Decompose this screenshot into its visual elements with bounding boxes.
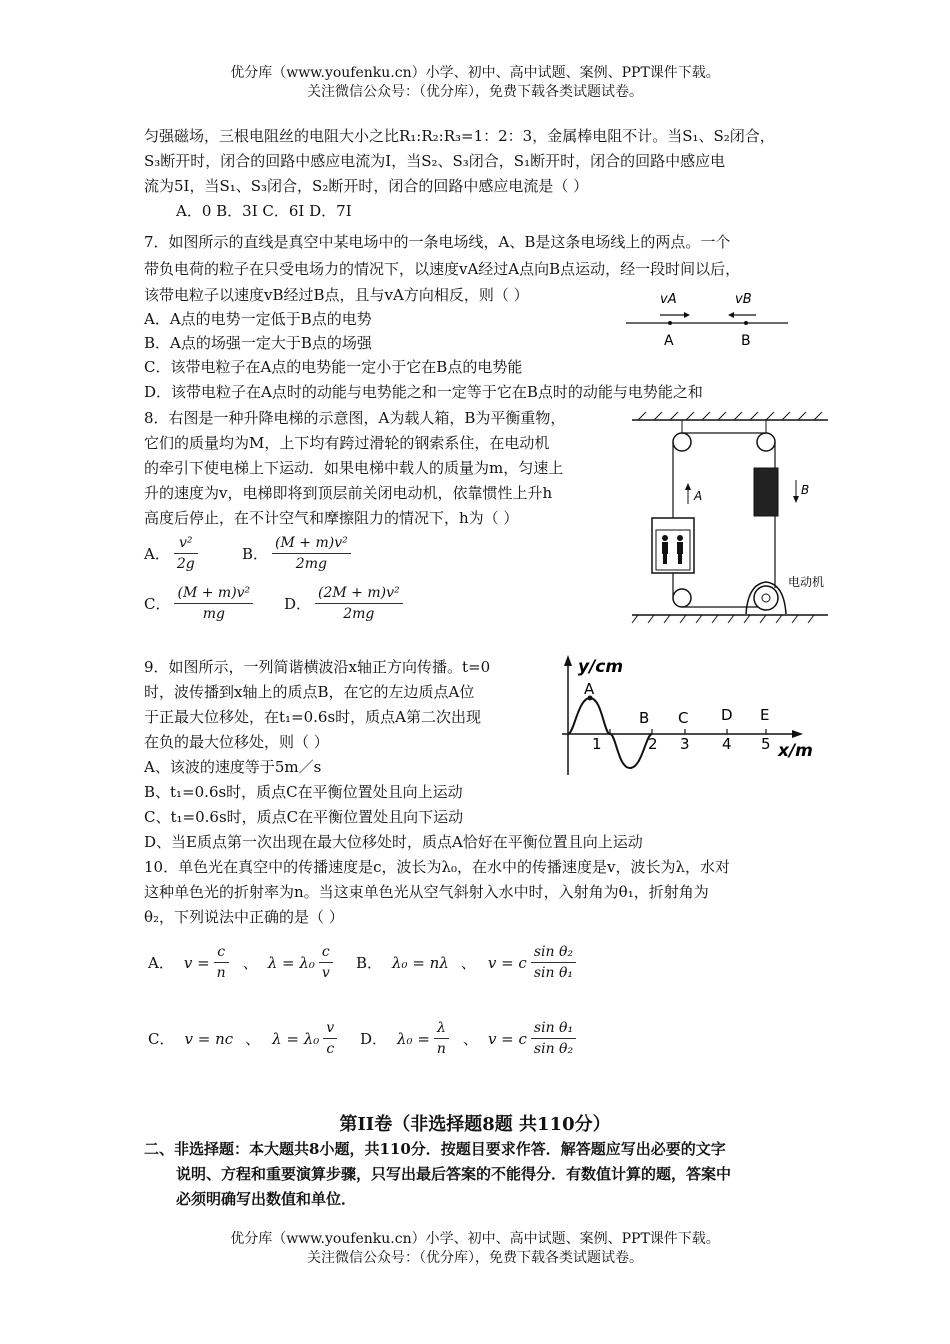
- point-a-label: A: [664, 333, 674, 349]
- point-e: E: [760, 706, 770, 724]
- q10-line-3: θ₂，下列说法中正确的是（ ）: [144, 908, 344, 926]
- x-axis-label: x/m: [778, 741, 813, 761]
- q8-line-3: 的牵引下使电梯上下运动．如果电梯中载人的质量为m，匀速上: [144, 459, 564, 477]
- q8-b-label: B．: [242, 545, 269, 563]
- q6-line-2: S₃断开时，闭合的回路中感应电流为I，当S₂、S₃闭合，S₁断开时，闭合的回路中感应电: [144, 152, 726, 170]
- q10-c-label: C．: [148, 1030, 175, 1048]
- top-pulley-left: [673, 433, 691, 451]
- q8-a-fraction: $\frac{\text{v²}}{2g}$: [174, 533, 198, 574]
- q8-c-fraction: $\frac{\text{(M + m)v²}}{mg}$: [174, 583, 253, 624]
- y-axis-label: y/cm: [578, 657, 624, 677]
- q8-line-4: 升的速度为v，电梯即将到顶层前关闭电动机，依靠惯性上升h: [144, 484, 553, 502]
- q9-line-3: 于正最大位移处，在t₁=0.6s时，质点A第二次出现: [144, 708, 481, 726]
- part2-line-3: 必须明确写出数值和单位．: [176, 1190, 357, 1208]
- q9-option-d: D、当E质点第一次出现在最大位移处时，质点A恰好在平衡位置且向上运动: [144, 833, 643, 851]
- q7-option-a: A．A点的电势一定低于B点的电势: [144, 310, 372, 328]
- q10-a-label: A．: [148, 954, 174, 972]
- q10-d-label: D．: [360, 1030, 388, 1048]
- q9-option-c: C、t₁=0.6s时，质点C在平衡位置处且向下运动: [144, 808, 464, 826]
- bottom-pulley: [673, 589, 691, 607]
- point-a-dot: [668, 321, 672, 325]
- q7-option-b: B．A点的场强一定大于B点的场强: [144, 334, 372, 352]
- top-pulley-right: [757, 433, 775, 451]
- point-b-label: B: [741, 333, 751, 349]
- q8-b-fraction: $\frac{\text{(M + m)v²}}{2mg}$: [272, 533, 351, 574]
- header-line-2: 关注微信公众号：（优分库），免费下载各类试题试卷。: [307, 84, 643, 100]
- q6-line-3: 流为5I，当S₁、S₃闭合，S₂断开时，闭合的回路中感应电流是（ ）: [144, 177, 589, 195]
- q8-line-5: 高度后停止，在不计空气和摩擦阻力的情况下，h为（ ）: [144, 509, 519, 527]
- point-a: A: [584, 680, 595, 698]
- y-axis-arrow: [564, 655, 572, 666]
- q10-option-b: B． λ₀ = nλ 、 v = c $\frac{\text{sin θ₂}}{\text{sin θ₁}}$: [356, 942, 580, 983]
- va-label: vA: [660, 292, 677, 307]
- wave-figure: [556, 650, 818, 778]
- q7-option-c: C．该带电粒子在A点的电势能一定小于它在B点的电势能: [144, 358, 523, 376]
- q8-d-fraction: $\frac{\text{(2M + m)v²}}{2mg}$: [315, 583, 403, 624]
- q8-d-label: D．: [284, 595, 312, 613]
- footer-line-1: 优分库（www.youfenku.cn）小学、初中、高中试题、案例、PPT课件下载。: [230, 1231, 720, 1247]
- tick-5: 5: [761, 735, 771, 753]
- header-line-1: 优分库（www.youfenku.cn）小学、初中、高中试题、案例、PPT课件下载。: [230, 65, 720, 81]
- q9-option-b: B、t₁=0.6s时，质点C在平衡位置处且向上运动: [144, 783, 463, 801]
- footer-line-2: 关注微信公众号：（优分库），免费下载各类试题试卷。: [307, 1250, 643, 1266]
- point-c: C: [678, 709, 689, 727]
- point-b: B: [639, 709, 650, 727]
- q10-line-2: 这种单色光的折射率为n。当这束单色光从空气斜射入水中时，入射角为θ₁，折射角为: [144, 883, 709, 901]
- q6-options: A．0 B．3I C．6I D．7I: [176, 202, 352, 220]
- q7-option-d: D．该带电粒子在A点时的动能与电势能之和一定等于它在B点时的动能与电势能之和: [144, 383, 703, 401]
- part2-title: 第II卷（非选择题8题 共110分）: [339, 1114, 611, 1135]
- counterweight-b: [754, 468, 778, 516]
- point-b-dot: [744, 321, 748, 325]
- q10-option-d: D． λ₀ = $\frac{\lambda}{n}$ 、 v = c $\frac{\text{sin θ₁}}{\text{sin θ₂}}$: [360, 1018, 580, 1059]
- x-axis-arrow: [792, 730, 803, 738]
- part2-line-1: 二、非选择题：本大题共8小题，共110分．按题目要求作答．解答题应写出必要的文字: [144, 1140, 726, 1158]
- q8-line-1: 8．右图是一种升降电梯的示意图，A为载人箱，B为平衡重物，: [144, 409, 566, 427]
- q9-line-4: 在负的最大位移处，则（ ）: [144, 733, 329, 751]
- part2-line-2: 说明、方程和重要演算步骤，只写出最后答案的不能得分．有数值计算的题，答案中: [176, 1165, 732, 1183]
- q8-option-b: [242, 533, 355, 574]
- q8-option-d: [284, 583, 407, 624]
- point-d: D: [721, 706, 733, 724]
- q10-option-a: A． v = $\frac{c}{n}$ 、 λ = λ₀ $\frac{c}{v}$: [148, 942, 337, 983]
- q8-a-label: A．: [144, 545, 170, 563]
- q8-line-2: 它们的质量均为M，上下均有跨过滑轮的钢索系住，在电动机: [144, 434, 550, 452]
- q10-line-1: 10．单色光在真空中的传播速度是c，波长为λ₀，在水中的传播速度是v，波长为λ，水对: [144, 858, 730, 876]
- floor-hatch: [632, 615, 814, 623]
- vb-arrowhead: [728, 312, 734, 318]
- va-arrowhead: [684, 312, 690, 318]
- q10-b-label: B．: [356, 954, 383, 972]
- vb-label: vB: [735, 292, 752, 307]
- q7-line-1: 7．如图所示的直线是真空中某电场中的一条电场线，A、B是这条电场线上的两点。一个: [144, 233, 731, 251]
- q10-option-c: C． v = nc 、 λ = λ₀ $\frac{v}{c}$: [148, 1018, 341, 1059]
- q9-line-2: 时，波传播到x轴上的质点B，在它的左边质点A位: [144, 683, 475, 701]
- ceiling-hatch: [638, 412, 822, 420]
- q8-option-c: [144, 583, 257, 624]
- q7-line-2: 带负电荷的粒子在只受电场力的情况下，以速度vA经过A点向B点运动，经一段时间以后，: [144, 260, 741, 278]
- tick-1: 1: [592, 735, 602, 753]
- label-a: A: [694, 489, 703, 503]
- q9-line-1: 9．如图所示，一列简谐横波沿x轴正方向传播。t=0: [144, 658, 491, 676]
- q8-c-label: C．: [144, 595, 171, 613]
- motor-label: 电动机: [788, 575, 825, 589]
- tick-4: 4: [722, 735, 732, 753]
- field-line-figure: [618, 285, 793, 353]
- elevator-figure: [628, 408, 838, 630]
- q9-option-a: A、该波的速度等于5m／s: [144, 758, 322, 776]
- tick-2: 2: [648, 735, 658, 753]
- label-b: B: [801, 483, 810, 497]
- tick-3: 3: [680, 735, 690, 753]
- q7-line-3: 该带电粒子以速度vB经过B点，且与vA方向相反，则（ ）: [144, 286, 529, 304]
- q8-option-a: [144, 533, 202, 574]
- q6-line-1: 匀强磁场，三根电阻丝的电阻大小之比R₁:R₂:R₃=1：2：3，金属棒电阻不计。当S₁、S₂闭合，: [144, 127, 775, 145]
